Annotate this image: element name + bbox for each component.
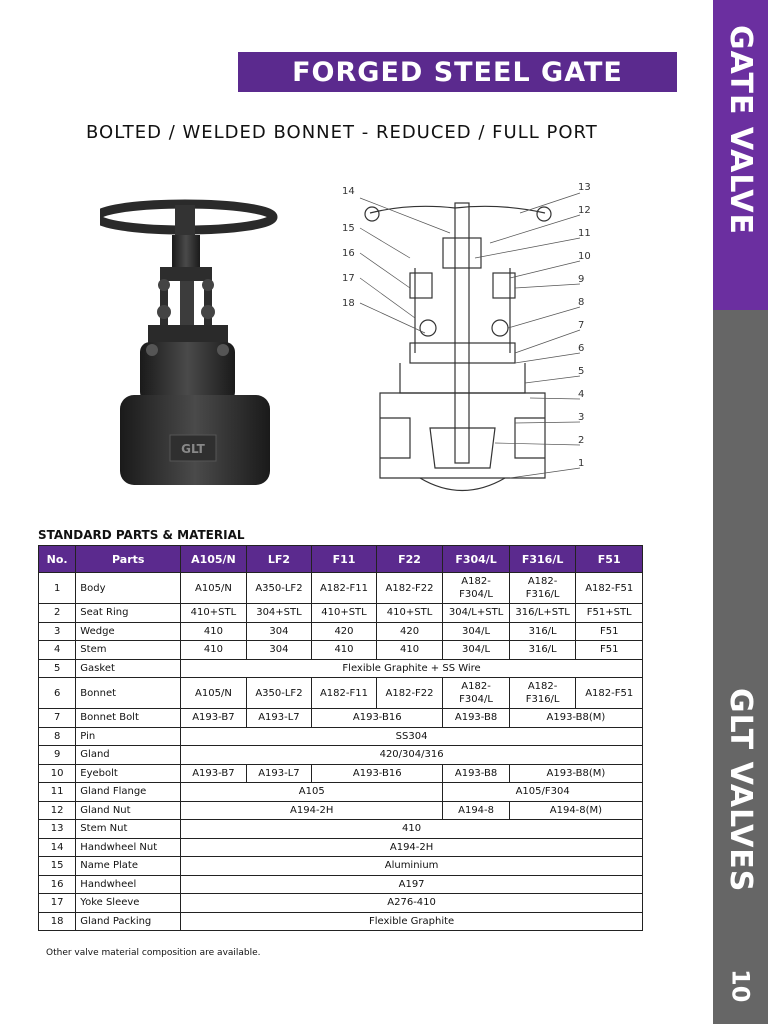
table-cell: A182-F51 [576,678,643,709]
callout-label: 2 [578,435,585,446]
table-cell: F51 [576,641,643,660]
valve-drawing [330,178,600,508]
part-name: Stem Nut [76,820,181,839]
callout-label: 13 [578,182,591,193]
table-cell: A182- F304/L [443,678,510,709]
table-cell: A194-2H [181,838,643,857]
table-cell: 410 [312,641,377,660]
table-cell: A197 [181,875,643,894]
table-row [39,622,643,641]
table-cell: A182-F11 [312,573,377,604]
table-header-row [39,546,643,573]
part-name: Gasket [76,659,181,678]
table-cell: 410+STL [312,604,377,623]
table-cell: Flexible Graphite [181,912,643,931]
body-badge: GLT [181,442,205,456]
callout-label: 6 [578,343,585,354]
table-cell: A193-B8 [443,709,510,728]
callout-label: 8 [578,297,585,308]
part-name: Gland Packing [76,912,181,931]
table-cell: A193-L7 [246,709,312,728]
table-cell: A193-B7 [181,764,247,783]
table-cell: A276-410 [181,894,643,913]
page-title: FORGED STEEL GATE [292,56,623,88]
title-banner [238,52,677,92]
part-name: Name Plate [76,857,181,876]
table-cell: F51 [576,622,643,641]
table-cell: 410 [181,622,247,641]
callout-label: 9 [578,274,585,285]
table-row [39,678,643,709]
table-cell: 410 [181,820,643,839]
table-cell: SS304 [181,727,643,746]
column-header: No. [39,546,76,573]
callout-label: 1 [578,458,585,469]
table-cell: 410 [181,641,247,660]
table-cell: Flexible Graphite + SS Wire [181,659,643,678]
callout-label: 11 [578,228,591,239]
part-name: Handwheel [76,875,181,894]
page-subtitle: BOLTED / WELDED BONNET - REDUCED / FULL PORT [86,122,598,143]
part-number: 2 [39,604,76,623]
table-cell: 304/L+STL [443,604,510,623]
table-cell: 420 [376,622,443,641]
table-cell: 316/L+STL [509,604,576,623]
part-number: 5 [39,659,76,678]
column-header: LF2 [246,546,312,573]
table-cell: A350-LF2 [246,573,312,604]
table-cell: A182-F22 [376,678,443,709]
section-title: STANDARD PARTS & MATERIAL [38,528,245,542]
table-row [39,894,643,913]
table-cell: Aluminium [181,857,643,876]
table-row [39,820,643,839]
table-cell: A105 [181,783,443,802]
column-header: F22 [376,546,443,573]
table-cell: 420 [312,622,377,641]
part-number: 15 [39,857,76,876]
part-name: Body [76,573,181,604]
column-header: F51 [576,546,643,573]
part-number: 18 [39,912,76,931]
part-number: 14 [39,838,76,857]
part-name: Seat Ring [76,604,181,623]
table-cell: A350-LF2 [246,678,312,709]
callout-label: 5 [578,366,585,377]
table-row [39,573,643,604]
part-name: Handwheel Nut [76,838,181,857]
part-number: 7 [39,709,76,728]
part-name: Bonnet Bolt [76,709,181,728]
callout-label: 17 [342,273,355,284]
table-cell: A182-F11 [312,678,377,709]
part-number: 13 [39,820,76,839]
callout-label: 15 [342,223,355,234]
part-name: Eyebolt [76,764,181,783]
table-cell: 410+STL [181,604,247,623]
table-cell: 304+STL [246,604,312,623]
table-cell: 304 [246,641,312,660]
table-cell: A193-B16 [312,709,443,728]
column-header: A105/N [181,546,247,573]
table-row [39,912,643,931]
part-name: Gland Nut [76,801,181,820]
part-number: 6 [39,678,76,709]
table-cell: A193-B8(M) [509,709,642,728]
part-number: 10 [39,764,76,783]
table-cell: A182- F316/L [509,573,576,604]
valve-photo [100,190,315,495]
callout-label: 16 [342,248,355,259]
table-row [39,875,643,894]
column-header: F304/L [443,546,510,573]
table-cell: A182- F304/L [443,573,510,604]
table-cell: A193-B7 [181,709,247,728]
part-name: Gland [76,746,181,765]
table-row [39,764,643,783]
table-cell: 316/L [509,641,576,660]
part-number: 16 [39,875,76,894]
table-cell: 304/L [443,622,510,641]
table-row [39,641,643,660]
table-cell: 304 [246,622,312,641]
table-cell: 410 [376,641,443,660]
part-number: 12 [39,801,76,820]
part-number: 3 [39,622,76,641]
part-number: 1 [39,573,76,604]
part-name: Stem [76,641,181,660]
table-cell: A193-L7 [246,764,312,783]
callout-label: 4 [578,389,585,400]
table-cell: A194-8(M) [509,801,642,820]
table-cell: A194-2H [181,801,443,820]
table-cell: 316/L [509,622,576,641]
part-number: 4 [39,641,76,660]
table-cell: 304/L [443,641,510,660]
table-cell: A105/N [181,573,247,604]
part-number: 8 [39,727,76,746]
table-cell: F51+STL [576,604,643,623]
table-row [39,857,643,876]
part-name: Gland Flange [76,783,181,802]
table-cell: 410+STL [376,604,443,623]
part-name: Bonnet [76,678,181,709]
table-row [39,659,643,678]
part-name: Wedge [76,622,181,641]
column-header: Parts [76,546,181,573]
callout-label: 12 [578,205,591,216]
table-row [39,709,643,728]
table-row [39,746,643,765]
column-header: F316/L [509,546,576,573]
parts-material-table [38,545,643,931]
callout-label: 14 [342,186,355,197]
table-row [39,727,643,746]
table-row [39,604,643,623]
footnote: Other valve material composition are available. [46,948,261,958]
callout-label: 18 [342,298,355,309]
table-row [39,783,643,802]
table-row [39,838,643,857]
table-cell: A182-F22 [376,573,443,604]
table-cell: A105/N [181,678,247,709]
table-cell: A105/F304 [443,783,643,802]
table-row [39,801,643,820]
part-name: Yoke Sleeve [76,894,181,913]
table-cell: A194-8 [443,801,510,820]
page-number: 10 [726,969,755,1003]
side-tab-label: GATE VALVE [723,24,758,235]
part-number: 9 [39,746,76,765]
table-cell: A193-B8(M) [509,764,642,783]
table-cell: 420/304/316 [181,746,643,765]
callout-label: 10 [578,251,591,262]
table-cell: A193-B16 [312,764,443,783]
callout-label: 7 [578,320,585,331]
table-cell: A182-F51 [576,573,643,604]
table-cell: A182- F316/L [509,678,576,709]
brand-label: GLT VALVES [723,687,758,893]
part-number: 17 [39,894,76,913]
part-number: 11 [39,783,76,802]
part-name: Pin [76,727,181,746]
table-cell: A193-B8 [443,764,510,783]
callout-label: 3 [578,412,585,423]
column-header: F11 [312,546,377,573]
